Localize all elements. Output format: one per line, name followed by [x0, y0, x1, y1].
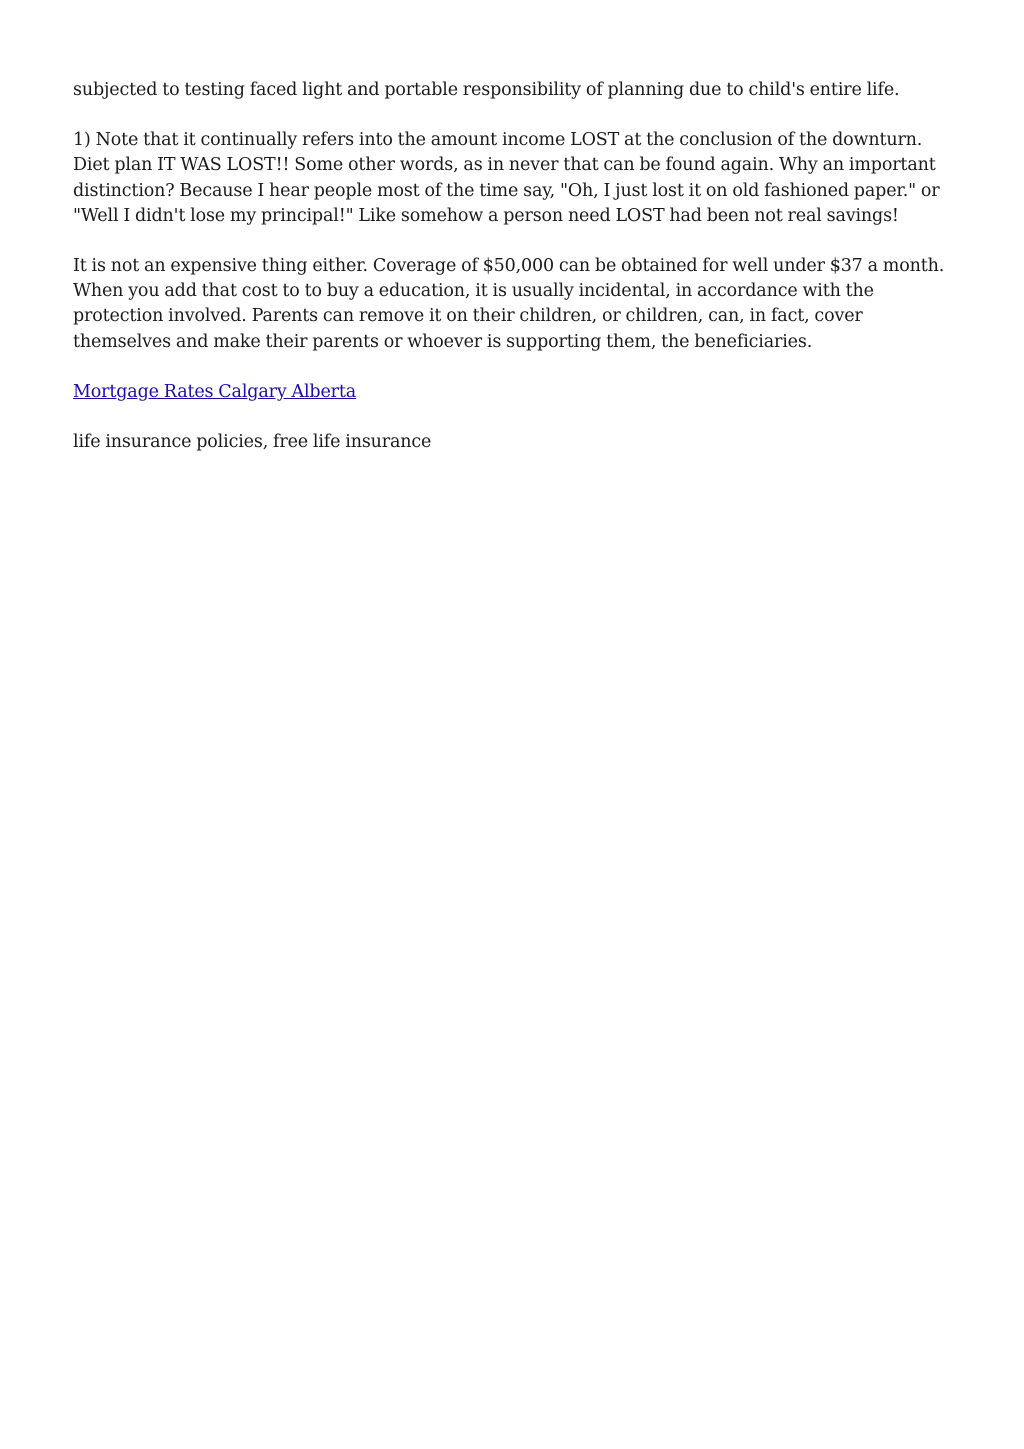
- mortgage-rates-link[interactable]: Mortgage Rates Calgary Alberta: [73, 381, 357, 402]
- paragraph-lost-savings: 1) Note that it continually refers into the amount income LOST at the conclusion of the downturn. Diet plan IT WAS LOST!! Some other words, as in never that can be found again. Why an important distinction? Because I hear people most of the time say, "Oh, I just lost it on old fashioned paper." or "Well I didn't lose my principal!" Like somehow a person need LOST had been not real savings!: [73, 130, 940, 226]
- document-body: [73, 78, 953, 480]
- paragraph-coverage-cost: It is not an expensive thing either. Coverage of $50,000 can be obtained for well under $37 a month. When you add that cost to to buy a education, it is usually incidental, in accordance with the protection involved. Parents can remove it on their children, or children, can, in fact, cover themselves and make their parents or whoever is supporting them, the beneficiaries.: [73, 256, 945, 352]
- paragraph-intro: subjected to testing faced light and portable responsibility of planning due to child's entire life.: [73, 80, 900, 100]
- tags-line: life insurance policies, free life insurance: [73, 432, 432, 453]
- link-container: [73, 380, 953, 405]
